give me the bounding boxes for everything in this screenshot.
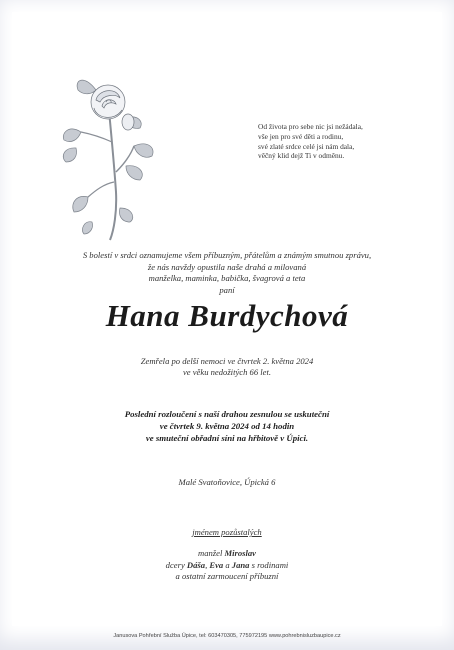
separator: a bbox=[223, 559, 232, 570]
poem bbox=[258, 122, 408, 161]
on-behalf-text: jménem pozůstalých bbox=[192, 527, 262, 537]
mourner-relation: dcery bbox=[165, 559, 187, 570]
funeral-line: Poslední rozloučení s naší drahou zesnulou se uskuteční bbox=[124, 409, 330, 419]
mourner-name: Miroslav bbox=[224, 548, 256, 558]
intro-line: že nás navždy opustila naše drahá a milovaná bbox=[147, 261, 307, 272]
death-line: Zemřela po delší nemoci ve čtvrtek 2. května 2024 bbox=[140, 356, 314, 366]
poem-line: věčný klid dejž Ti v odměnu. bbox=[258, 151, 345, 161]
mourner-name: Dáša bbox=[186, 559, 206, 570]
funeral-line: ve smuteční obřadní síni na hřbitově v Úpici. bbox=[145, 432, 309, 443]
intro-line: S bolestí v srdci oznamujeme všem příbuzným, přátelům a známým smutnou zprávu, bbox=[82, 250, 372, 260]
mourners-list bbox=[0, 548, 454, 583]
mourner-relation: manžel bbox=[197, 548, 225, 558]
funeral-line: ve čtvrtek 9. května 2024 od 14 hodin bbox=[159, 420, 295, 431]
mourner-name: Eva bbox=[209, 559, 224, 570]
poem-line: Od života pro sebe nic jsi nežádala, bbox=[258, 122, 363, 131]
intro-line: manželka, maminka, babička, švagrová a teta bbox=[148, 273, 306, 284]
address: Malé Svatoňovice, Úpická 6 bbox=[178, 477, 276, 487]
funeral-details bbox=[0, 409, 454, 444]
announcement-intro bbox=[20, 250, 434, 296]
funeral-service-footer: Janusova Pohřební Služba Úpice, tel: 603470305, 775972195 www.pohrebnisluzbaupice.cz bbox=[113, 633, 341, 639]
poem-line: vše jen pro své děti a rodinu, bbox=[258, 131, 344, 141]
deceased-name: Hana Burdychová bbox=[105, 298, 349, 333]
on-behalf-label bbox=[0, 527, 454, 537]
mourner-line bbox=[0, 548, 454, 560]
rose-illustration bbox=[56, 62, 166, 242]
mourner-suffix: s rodinami bbox=[249, 559, 289, 570]
death-details bbox=[0, 356, 454, 379]
intro-line: paní bbox=[219, 284, 235, 295]
mourner-line bbox=[0, 560, 454, 572]
separator: , bbox=[205, 559, 210, 570]
mourner-line: a ostatní zarmoucení příbuzní bbox=[175, 571, 279, 582]
poem-line: své zlaté srdce celé jsi nám dala, bbox=[258, 141, 355, 151]
mourner-name: Jana bbox=[231, 559, 250, 570]
death-line: ve věku nedožitých 66 let. bbox=[182, 367, 272, 378]
